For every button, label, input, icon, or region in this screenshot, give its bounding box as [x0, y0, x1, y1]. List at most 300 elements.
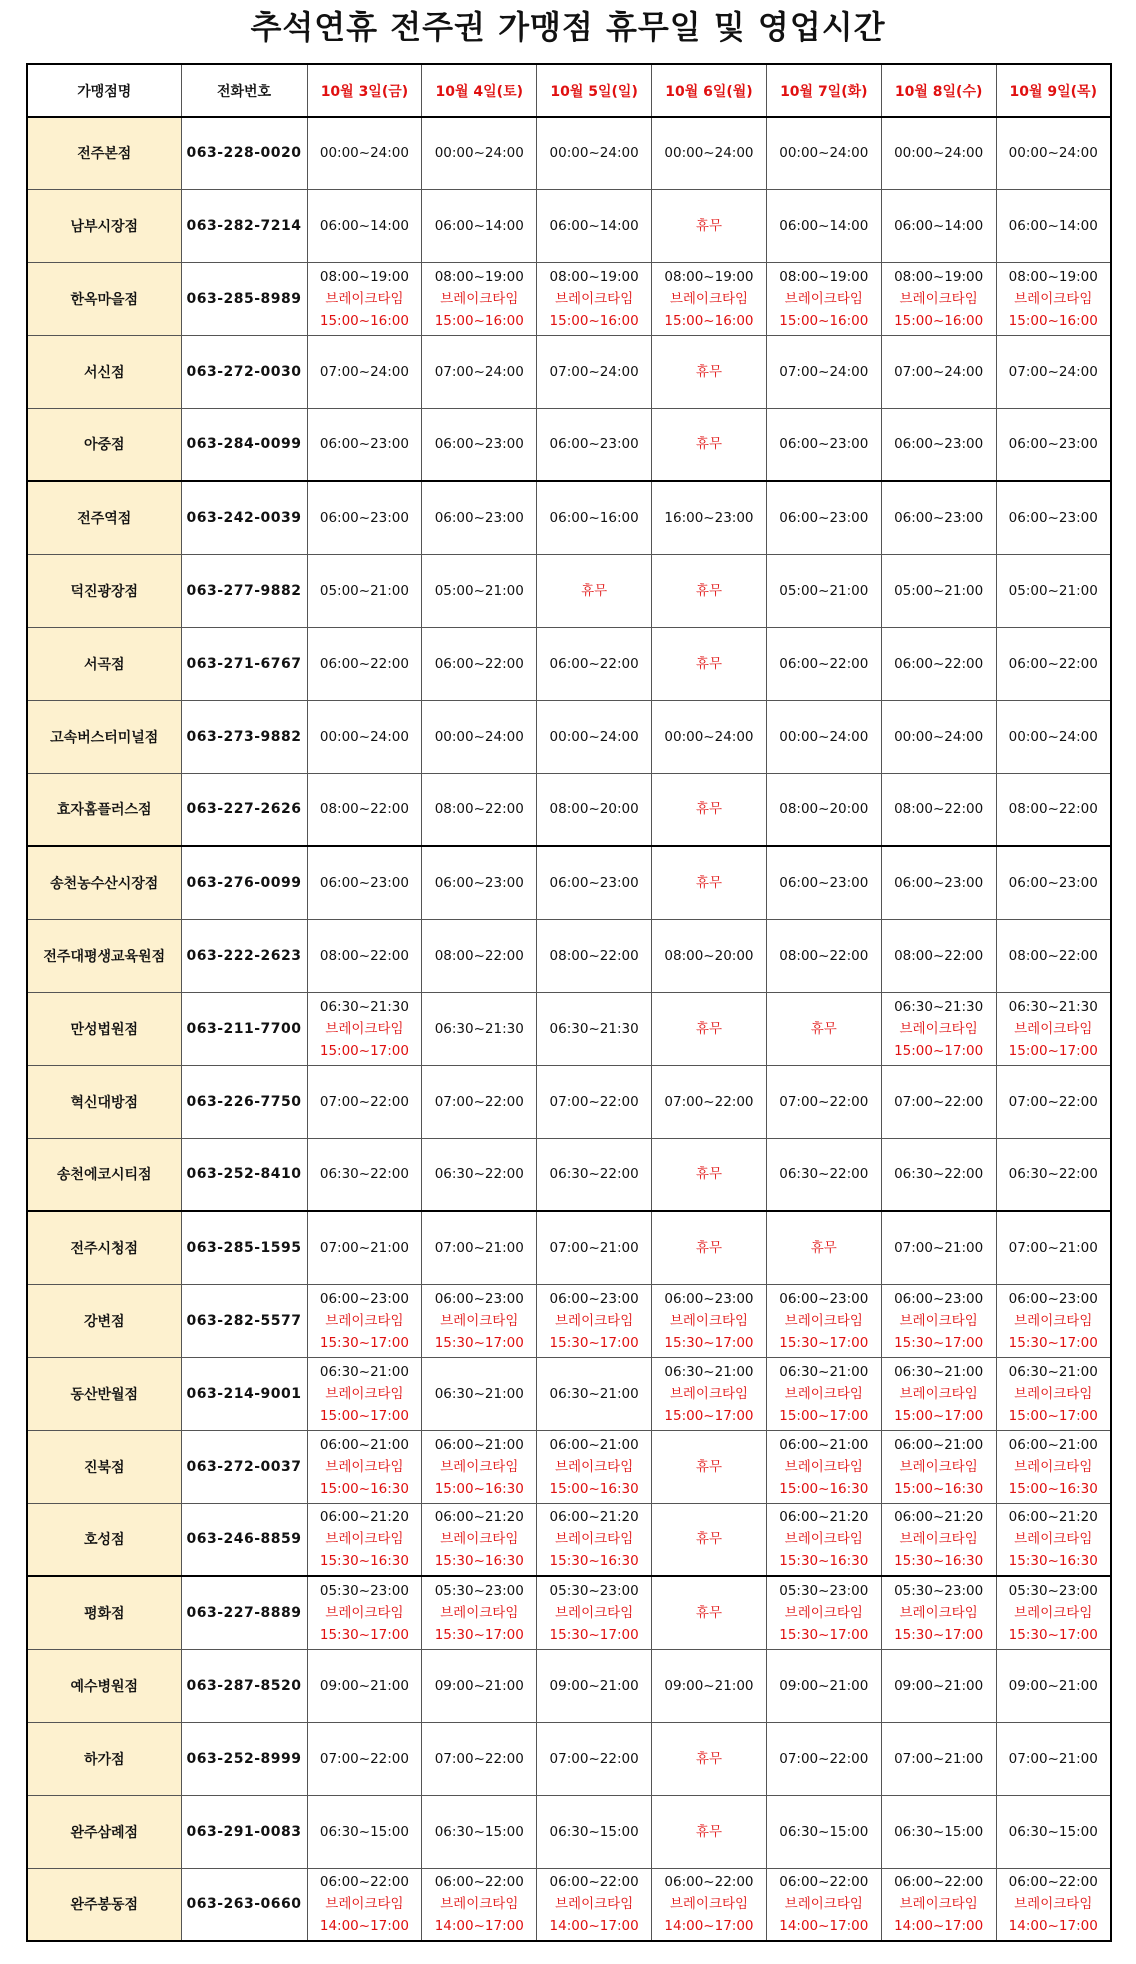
table-row: [27, 335, 1111, 408]
closed-label: 휴무: [695, 1166, 722, 1183]
hours-cell: [537, 992, 652, 1065]
hours-cell: [307, 1722, 422, 1795]
hours-cell: [307, 1138, 422, 1211]
table-row: [27, 773, 1111, 846]
closed-label: 휴무: [695, 1823, 722, 1840]
break-time-range: 15:00~16:00: [1008, 312, 1098, 329]
hours-cell: [881, 1868, 996, 1941]
hours-cell: [996, 262, 1111, 335]
opening-hours: 05:30~23:00: [779, 1582, 869, 1599]
header-phone: 전화번호: [181, 64, 307, 117]
opening-hours: 07:00~22:00: [664, 1093, 754, 1110]
break-time-label: 브레이크타임: [784, 1312, 863, 1329]
break-time-label: 브레이크타임: [325, 1020, 404, 1037]
break-time-label: 브레이크타임: [325, 1896, 404, 1913]
hours-cell: [652, 1284, 767, 1357]
opening-hours: 00:00~24:00: [1008, 728, 1098, 745]
opening-hours: 06:00~22:00: [549, 655, 639, 672]
hours-cell: [652, 773, 767, 846]
opening-hours: 07:00~24:00: [319, 363, 409, 380]
hours-cell: [996, 1649, 1111, 1722]
break-time-range: 15:00~17:00: [894, 1042, 984, 1059]
opening-hours: 08:00~22:00: [779, 947, 869, 964]
hours-cell: [996, 919, 1111, 992]
closed-label: 휴무: [695, 582, 722, 599]
break-time-range: 15:30~16:30: [549, 1553, 639, 1570]
hours-cell: [422, 335, 537, 408]
opening-hours: 06:00~23:00: [779, 1290, 869, 1307]
break-time-label: 브레이크타임: [899, 1531, 978, 1548]
phone-number: 063-227-8889: [181, 1576, 307, 1649]
hours-cell: [766, 1211, 881, 1284]
hours-cell: [652, 1065, 767, 1138]
table-row: [27, 1138, 1111, 1211]
hours-cell: [422, 846, 537, 919]
break-time-label: 브레이크타임: [1014, 290, 1093, 307]
hours-cell: [881, 1576, 996, 1649]
opening-hours: 06:00~22:00: [549, 1874, 639, 1891]
break-time-label: 브레이크타임: [899, 1604, 978, 1621]
hours-cell: [881, 1430, 996, 1503]
page-title: 추석연휴 전주권 가맹점 휴무일 및 영업시간: [250, 8, 886, 46]
hours-cell: [537, 1065, 652, 1138]
opening-hours: 08:00~22:00: [1008, 801, 1098, 818]
phone-number: 063-211-7700: [181, 992, 307, 1065]
table-row: [27, 1284, 1111, 1357]
opening-hours: 06:30~15:00: [894, 1823, 984, 1840]
hours-cell: [766, 1722, 881, 1795]
break-time-label: 브레이크타임: [440, 290, 519, 307]
hours-cell: [307, 1211, 422, 1284]
table-row: [27, 1649, 1111, 1722]
hours-cell: [537, 1795, 652, 1868]
hours-cell: [766, 1357, 881, 1430]
hours-cell: [652, 1868, 767, 1941]
opening-hours: 09:00~21:00: [664, 1677, 754, 1694]
hours-cell: [422, 627, 537, 700]
hours-cell: [766, 481, 881, 554]
branch-name: 효자홈플러스점: [27, 773, 181, 846]
table-row: [27, 117, 1111, 189]
opening-hours: 07:00~22:00: [319, 1750, 409, 1767]
opening-hours: 08:00~22:00: [319, 947, 409, 964]
break-time-range: 15:30~17:00: [434, 1626, 524, 1643]
hours-cell: [881, 554, 996, 627]
branch-name: 동산반월점: [27, 1357, 181, 1430]
break-time-label: 브레이크타임: [1014, 1896, 1093, 1913]
hours-cell: [996, 846, 1111, 919]
break-time-range: 15:00~17:00: [664, 1407, 754, 1424]
opening-hours: 06:00~23:00: [549, 1290, 639, 1307]
hours-cell: [881, 773, 996, 846]
break-time-label: 브레이크타임: [669, 1385, 749, 1402]
branch-name: 강변점: [27, 1284, 181, 1357]
opening-hours: 07:00~22:00: [894, 1093, 984, 1110]
hours-cell: [996, 408, 1111, 481]
opening-hours: 06:00~23:00: [319, 509, 409, 526]
hours-cell: [881, 1138, 996, 1211]
opening-hours: 06:00~23:00: [319, 1290, 409, 1307]
table-row: [27, 408, 1111, 481]
opening-hours: 07:00~22:00: [434, 1093, 524, 1110]
opening-hours: 07:00~21:00: [894, 1750, 984, 1767]
opening-hours: 06:00~21:20: [549, 1509, 639, 1526]
hours-cell: [766, 408, 881, 481]
opening-hours: 06:30~22:00: [1008, 1166, 1098, 1183]
hours-cell: [307, 1357, 422, 1430]
hours-cell: [996, 117, 1111, 189]
table-row: [27, 1868, 1111, 1941]
break-time-range: 15:00~16:00: [434, 312, 524, 329]
opening-hours: 06:30~15:00: [1008, 1823, 1098, 1840]
opening-hours: 06:30~21:00: [779, 1363, 869, 1380]
opening-hours: 06:00~22:00: [894, 1874, 984, 1891]
break-time-range: 15:00~16:30: [1008, 1480, 1098, 1497]
hours-cell: [537, 846, 652, 919]
hours-cell: [422, 1430, 537, 1503]
opening-hours: 00:00~24:00: [779, 145, 869, 162]
opening-hours: 06:00~23:00: [549, 436, 639, 453]
opening-hours: 06:30~22:00: [549, 1166, 639, 1183]
opening-hours: 07:00~21:00: [894, 1239, 984, 1256]
hours-cell: [996, 627, 1111, 700]
hours-cell: [537, 1284, 652, 1357]
break-time-range: 14:00~17:00: [894, 1918, 984, 1935]
hours-cell: [307, 117, 422, 189]
opening-hours: 06:00~23:00: [319, 874, 409, 891]
opening-hours: 08:00~22:00: [549, 947, 639, 964]
opening-hours: 08:00~22:00: [319, 801, 409, 818]
hours-cell: [996, 189, 1111, 262]
opening-hours: 06:30~21:00: [549, 1385, 639, 1402]
break-time-range: 15:30~16:30: [1008, 1553, 1098, 1570]
break-time-label: 브레이크타임: [1014, 1020, 1093, 1037]
hours-cell: [307, 1868, 422, 1941]
table-row: [27, 1357, 1111, 1430]
opening-hours: 06:00~22:00: [434, 655, 524, 672]
hours-cell: [996, 992, 1111, 1065]
break-time-range: 15:00~16:00: [319, 312, 409, 329]
break-time-range: 14:00~17:00: [1008, 1918, 1098, 1935]
schedule-table: [26, 63, 1112, 1942]
table-row: [27, 1065, 1111, 1138]
opening-hours: 05:30~23:00: [549, 1582, 639, 1599]
hours-cell: [537, 1722, 652, 1795]
break-time-range: 15:00~17:00: [319, 1042, 409, 1059]
phone-number: 063-287-8520: [181, 1649, 307, 1722]
break-time-label: 브레이크타임: [669, 1312, 749, 1329]
opening-hours: 08:00~19:00: [549, 268, 639, 285]
closed-label: 휴무: [695, 363, 722, 380]
break-time-label: 브레이크타임: [325, 1458, 404, 1475]
branch-name: 만성법원점: [27, 992, 181, 1065]
branch-name: 아중점: [27, 408, 181, 481]
opening-hours: 06:30~21:30: [434, 1020, 524, 1037]
hours-cell: [422, 1649, 537, 1722]
schedule-body: [27, 117, 1111, 1941]
closed-label: 휴무: [810, 1020, 837, 1037]
opening-hours: 00:00~24:00: [894, 728, 984, 745]
hours-cell: [881, 846, 996, 919]
break-time-range: 14:00~17:00: [664, 1918, 754, 1935]
break-time-label: 브레이크타임: [1014, 1531, 1093, 1548]
opening-hours: 06:00~22:00: [779, 655, 869, 672]
break-time-range: 15:00~17:00: [894, 1407, 984, 1424]
opening-hours: 06:00~22:00: [1008, 1874, 1098, 1891]
opening-hours: 07:00~24:00: [549, 363, 639, 380]
table-row: [27, 262, 1111, 335]
hours-cell: [307, 992, 422, 1065]
opening-hours: 08:00~19:00: [779, 268, 869, 285]
hours-cell: [996, 335, 1111, 408]
break-time-label: 브레이크타임: [899, 1312, 978, 1329]
opening-hours: 06:00~22:00: [894, 655, 984, 672]
opening-hours: 07:00~21:00: [319, 1239, 409, 1256]
opening-hours: 06:30~21:00: [894, 1363, 984, 1380]
hours-cell: [537, 554, 652, 627]
phone-number: 063-285-8989: [181, 262, 307, 335]
hours-cell: [996, 1065, 1111, 1138]
hours-cell: [996, 1722, 1111, 1795]
hours-cell: [996, 1211, 1111, 1284]
table-row: [27, 700, 1111, 773]
opening-hours: 08:00~22:00: [894, 801, 984, 818]
hours-cell: [766, 1576, 881, 1649]
hours-cell: [652, 262, 767, 335]
header-row: [27, 64, 1111, 117]
opening-hours: 06:30~21:30: [549, 1020, 639, 1037]
break-time-label: 브레이크타임: [899, 290, 978, 307]
hours-cell: [881, 1649, 996, 1722]
break-time-label: 브레이크타임: [1014, 1458, 1093, 1475]
break-time-label: 브레이크타임: [784, 1385, 863, 1402]
branch-name: 완주삼례점: [27, 1795, 181, 1868]
branch-name: 전주본점: [27, 117, 181, 189]
hours-cell: [422, 262, 537, 335]
break-time-label: 브레이크타임: [440, 1312, 519, 1329]
opening-hours: 06:00~23:00: [434, 509, 524, 526]
hours-cell: [307, 262, 422, 335]
closed-label: 휴무: [695, 801, 722, 818]
table-row: [27, 1430, 1111, 1503]
opening-hours: 05:30~23:00: [434, 1582, 524, 1599]
branch-name: 평화점: [27, 1576, 181, 1649]
hours-cell: [881, 117, 996, 189]
header-date: 10월 7일(화): [766, 64, 881, 117]
hours-cell: [537, 189, 652, 262]
hours-cell: [766, 627, 881, 700]
opening-hours: 06:00~23:00: [1008, 509, 1098, 526]
opening-hours: 05:30~23:00: [894, 1582, 984, 1599]
opening-hours: 00:00~24:00: [894, 145, 984, 162]
hours-cell: [766, 1284, 881, 1357]
hours-cell: [881, 1722, 996, 1795]
header-date: 10월 9일(목): [996, 64, 1111, 117]
branch-name: 한옥마을점: [27, 262, 181, 335]
hours-cell: [307, 189, 422, 262]
opening-hours: 07:00~24:00: [894, 363, 984, 380]
opening-hours: 06:00~21:00: [779, 1436, 869, 1453]
hours-cell: [307, 773, 422, 846]
hours-cell: [307, 481, 422, 554]
break-time-label: 브레이크타임: [440, 1896, 519, 1913]
closed-label: 휴무: [695, 1458, 722, 1475]
phone-number: 063-214-9001: [181, 1357, 307, 1430]
opening-hours: 06:00~23:00: [779, 436, 869, 453]
hours-cell: [537, 1357, 652, 1430]
opening-hours: 00:00~24:00: [549, 728, 639, 745]
hours-cell: [537, 627, 652, 700]
break-time-label: 브레이크타임: [554, 290, 634, 307]
hours-cell: [537, 408, 652, 481]
opening-hours: 07:00~24:00: [1008, 363, 1098, 380]
hours-cell: [766, 117, 881, 189]
table-row: [27, 1503, 1111, 1576]
break-time-range: 14:00~17:00: [549, 1918, 639, 1935]
hours-cell: [996, 1576, 1111, 1649]
opening-hours: 00:00~24:00: [779, 728, 869, 745]
break-time-range: 14:00~17:00: [319, 1918, 409, 1935]
break-time-label: 브레이크타임: [325, 1385, 404, 1402]
opening-hours: 06:00~21:00: [894, 1436, 984, 1453]
header-date: 10월 3일(금): [307, 64, 422, 117]
branch-name: 진북점: [27, 1430, 181, 1503]
opening-hours: 06:30~22:00: [779, 1166, 869, 1183]
hours-cell: [766, 554, 881, 627]
hours-cell: [766, 773, 881, 846]
opening-hours: 06:30~21:00: [319, 1363, 409, 1380]
phone-number: 063-242-0039: [181, 481, 307, 554]
opening-hours: 05:30~23:00: [319, 1582, 409, 1599]
hours-cell: [537, 1576, 652, 1649]
table-row: [27, 1576, 1111, 1649]
hours-cell: [996, 1430, 1111, 1503]
hours-cell: [881, 1065, 996, 1138]
hours-cell: [881, 262, 996, 335]
hours-cell: [766, 1868, 881, 1941]
header-branch: 가맹점명: [27, 64, 181, 117]
hours-cell: [881, 1211, 996, 1284]
opening-hours: 06:00~22:00: [434, 1874, 524, 1891]
opening-hours: 06:00~23:00: [779, 509, 869, 526]
break-time-label: 브레이크타임: [669, 290, 749, 307]
hours-cell: [422, 189, 537, 262]
opening-hours: 05:00~21:00: [434, 582, 524, 599]
hours-cell: [996, 1357, 1111, 1430]
hours-cell: [652, 1211, 767, 1284]
hours-cell: [996, 1138, 1111, 1211]
break-time-label: 브레이크타임: [669, 1896, 749, 1913]
break-time-range: 15:00~16:00: [549, 312, 639, 329]
hours-cell: [652, 1722, 767, 1795]
hours-cell: [422, 408, 537, 481]
header-date: 10월 8일(수): [881, 64, 996, 117]
hours-cell: [996, 773, 1111, 846]
hours-cell: [652, 1430, 767, 1503]
break-time-label: 브레이크타임: [784, 1896, 863, 1913]
opening-hours: 09:00~21:00: [549, 1677, 639, 1694]
opening-hours: 08:00~22:00: [894, 947, 984, 964]
opening-hours: 06:00~21:20: [1008, 1509, 1098, 1526]
phone-number: 063-282-5577: [181, 1284, 307, 1357]
opening-hours: 00:00~24:00: [1008, 145, 1098, 162]
opening-hours: 08:00~22:00: [1008, 947, 1098, 964]
hours-cell: [652, 1576, 767, 1649]
hours-cell: [307, 1795, 422, 1868]
hours-cell: [422, 1211, 537, 1284]
break-time-range: 15:00~17:00: [319, 1407, 409, 1424]
hours-cell: [422, 1722, 537, 1795]
hours-cell: [881, 481, 996, 554]
phone-number: 063-263-0660: [181, 1868, 307, 1941]
break-time-label: 브레이크타임: [554, 1458, 634, 1475]
opening-hours: 06:30~15:00: [319, 1823, 409, 1840]
closed-label: 휴무: [695, 217, 722, 234]
opening-hours: 00:00~24:00: [319, 145, 409, 162]
break-time-range: 15:00~16:30: [434, 1480, 524, 1497]
break-time-range: 15:00~16:00: [779, 312, 869, 329]
table-row: [27, 627, 1111, 700]
hours-cell: [307, 1430, 422, 1503]
opening-hours: 06:00~21:20: [434, 1509, 524, 1526]
opening-hours: 08:00~19:00: [1008, 268, 1098, 285]
hours-cell: [996, 700, 1111, 773]
hours-cell: [537, 1211, 652, 1284]
hours-cell: [422, 481, 537, 554]
header-date: 10월 6일(월): [652, 64, 767, 117]
opening-hours: 00:00~24:00: [664, 728, 754, 745]
opening-hours: 07:00~21:00: [1008, 1239, 1098, 1256]
break-time-label: 브레이크타임: [440, 1531, 519, 1548]
opening-hours: 05:00~21:00: [779, 582, 869, 599]
header-date: 10월 4일(토): [422, 64, 537, 117]
phone-number: 063-228-0020: [181, 117, 307, 189]
hours-cell: [766, 1065, 881, 1138]
break-time-range: 15:30~16:30: [894, 1553, 984, 1570]
hours-cell: [537, 1138, 652, 1211]
hours-cell: [422, 554, 537, 627]
table-row: [27, 554, 1111, 627]
break-time-range: 15:00~17:00: [1008, 1407, 1098, 1424]
closed-label: 휴무: [695, 1020, 722, 1037]
opening-hours: 06:00~22:00: [1008, 655, 1098, 672]
closed-label: 휴무: [695, 1750, 722, 1767]
hours-cell: [537, 1430, 652, 1503]
opening-hours: 05:30~23:00: [1008, 1582, 1098, 1599]
hours-cell: [537, 481, 652, 554]
break-time-label: 브레이크타임: [325, 1531, 404, 1548]
closed-label: 휴무: [695, 655, 722, 672]
hours-cell: [307, 1065, 422, 1138]
break-time-label: 브레이크타임: [1014, 1312, 1093, 1329]
opening-hours: 06:00~14:00: [549, 217, 639, 234]
hours-cell: [996, 1503, 1111, 1576]
break-time-range: 15:30~17:00: [894, 1334, 984, 1351]
branch-name: 서신점: [27, 335, 181, 408]
opening-hours: 06:00~23:00: [1008, 1290, 1098, 1307]
opening-hours: 07:00~24:00: [434, 363, 524, 380]
opening-hours: 08:00~20:00: [664, 947, 754, 964]
hours-cell: [766, 846, 881, 919]
break-time-label: 브레이크타임: [325, 290, 404, 307]
hours-cell: [881, 1503, 996, 1576]
opening-hours: 07:00~21:00: [434, 1239, 524, 1256]
hours-cell: [307, 1576, 422, 1649]
hours-cell: [652, 700, 767, 773]
break-time-range: 15:00~16:00: [664, 312, 754, 329]
branch-name: 하가점: [27, 1722, 181, 1795]
hours-cell: [766, 189, 881, 262]
